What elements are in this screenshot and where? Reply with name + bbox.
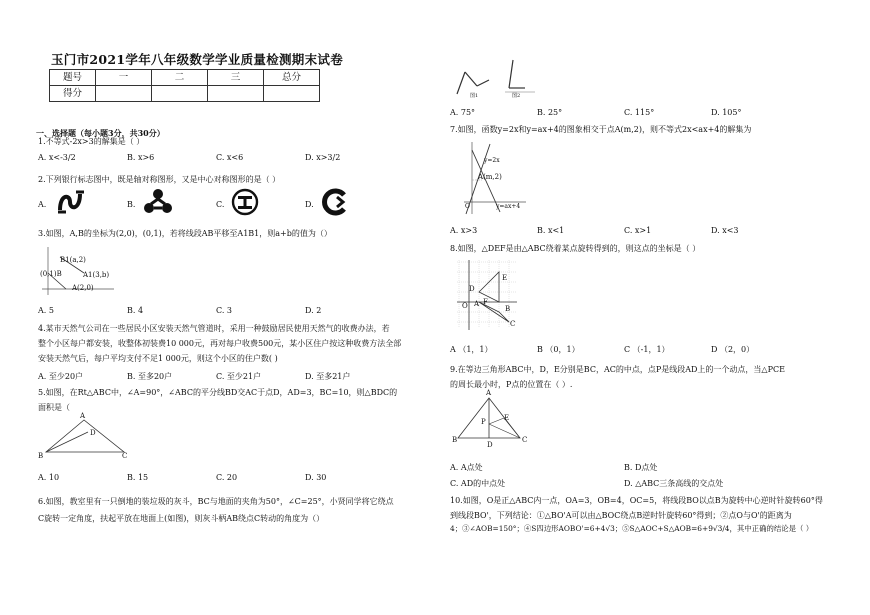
q5-option-b: B. 15	[127, 473, 149, 482]
question-10-line-2: 到线段BO'，下列结论：①△BO'A可以由△BOC绕点B逆时针旋转60°得到；②点O与O'的距离为	[450, 511, 792, 520]
q8-label-b: B	[505, 305, 511, 313]
q2-option-b: B.	[127, 200, 136, 209]
q9-figure	[456, 396, 522, 442]
q8-option-a: A （1，1）	[450, 345, 493, 354]
score-table-row	[50, 86, 320, 102]
q6-fig2-label: 图2	[512, 93, 521, 99]
q7-option-d: D. x<3	[711, 226, 739, 235]
q3-option-b: B. 4	[127, 306, 144, 315]
score-header-cell: 题号	[50, 70, 96, 86]
score-row-label: 得分	[50, 86, 96, 102]
q9-label-e: E	[504, 414, 510, 422]
q6-option-a: A. 75°	[450, 108, 476, 117]
q2-option-d: D.	[305, 200, 314, 209]
q7-label-o: O	[465, 203, 470, 210]
q8-option-c: C （-1，1）	[624, 345, 670, 354]
q5-option-d: D. 30	[305, 473, 327, 482]
question-10-line-1: 10.如图，O是正△ABC内一点，OA=3，OB=4，OC=5，将线段BO以点B为旋转中心逆时针旋转60°得	[450, 496, 823, 505]
score-header-cell: 一	[96, 70, 152, 86]
question-4-line-3: 安装天然气后，每户平均支付不足1 000元，则这个小区的住户数( )	[38, 354, 278, 363]
q7-label-a: A(m,2)	[478, 173, 502, 181]
q3-label-a1: A1(3,b)	[83, 271, 110, 279]
q9-option-b: B. D点处	[624, 463, 658, 472]
q5-label-a: A	[80, 412, 86, 420]
section-heading: 一、选择题（每小题3分，共30分）	[36, 128, 165, 138]
q8-label-d: D	[469, 285, 475, 293]
score-table-header-row	[50, 70, 320, 86]
q4-option-b: B. 至多20户	[127, 372, 173, 381]
q9-label-c: C	[522, 436, 528, 444]
bank-logo-d-icon	[321, 188, 349, 216]
score-header-cell: 三	[208, 70, 264, 86]
q7-option-a: A. x>3	[450, 226, 478, 235]
q3-option-a: A. 5	[38, 306, 54, 315]
q3-label-b: (0,1)B	[40, 270, 62, 278]
q1-option-d: D. x>3/2	[305, 153, 341, 162]
q9-label-a: A	[486, 389, 492, 397]
question-9-line-2: 的周长最小时，P点的位置在（ ）.	[450, 380, 573, 389]
q8-label-c: C	[510, 320, 516, 328]
q6-figure	[455, 58, 545, 98]
q6-option-d: D. 105°	[711, 108, 742, 117]
bank-logo-c-icon	[231, 188, 259, 216]
q2-option-c: C.	[216, 200, 225, 209]
q9-option-a: A. A点处	[450, 463, 483, 472]
question-4-line-1: 4.某市天然气公司在一些居民小区安装天然气管道时，采用一种鼓励居民使用天然气的收费办法，若	[38, 324, 390, 333]
q3-label-a: A(2,0)	[72, 284, 94, 292]
score-cell[interactable]	[96, 86, 152, 102]
q8-label-f: F	[483, 298, 488, 306]
question-9-line-1: 9.在等边三角形ABC中，D，E分别是BC，AC的中点，点P是线段AD上的一个动点，当△PCE	[450, 365, 785, 374]
q5-label-c: C	[122, 452, 128, 460]
question-5-line-1: 5.如图，在Rt△ABC中，∠A=90°，∠ABC的平分线BD交AC于点D，AD=3，BC=10，则△BDC的	[38, 388, 398, 397]
q5-label-d: D	[90, 429, 96, 437]
q4-option-a: A. 至少20户	[38, 372, 84, 381]
score-cell[interactable]	[264, 86, 320, 102]
question-10-line-3: 4；③∠AOB=150°；④S四边形AOBO'=6+4√3；⑤S△AOC+S△AOB=6+9√3/4，其中正确的结论是（ ）	[450, 524, 814, 533]
bank-logo-b-icon	[142, 188, 174, 216]
q5-figure	[40, 418, 130, 458]
question-5-line-2: 面积是（	[38, 403, 70, 412]
question-6-line-1: 6.如图，教室里有一只倒地的装垃圾的灰斗，BC与地面的夹角为50°，∠C=25°，小贤同学将它绕点	[38, 497, 394, 506]
q2-option-a: A.	[38, 200, 47, 209]
question-2-stem: 2.下列银行标志图中，既是轴对称图形，又是中心对称图形的是（ ）	[38, 175, 281, 184]
q7-label-line2: y=ax+4	[496, 203, 521, 210]
question-1-stem: 1.不等式-2x>3的解集是（ ）	[38, 137, 145, 146]
q5-label-b: B	[38, 452, 44, 460]
q9-label-d: D	[487, 441, 493, 449]
question-6-line-2: C旋转一定角度，扶起平放在地面上(如图)，则灰斗柄AB绕点C转动的角度为（）	[38, 514, 325, 523]
q3-option-d: D. 2	[305, 306, 322, 315]
question-7-stem: 7.如图，函数y=2x和y=ax+4的图象相交于点A(m,2)，则不等式2x<ax+4的解集为	[450, 125, 752, 134]
q7-option-b: B. x<1	[537, 226, 565, 235]
q4-option-d: D. 至多21户	[305, 372, 351, 381]
q5-option-a: A. 10	[38, 473, 60, 482]
q3-label-b1: B1(a,2)	[60, 256, 86, 264]
score-cell[interactable]	[152, 86, 208, 102]
q5-option-c: C. 20	[216, 473, 238, 482]
q3-option-c: C. 3	[216, 306, 233, 315]
q9-option-d: D. △ABC三条高线的交点处	[624, 479, 724, 488]
q1-option-a: A. x<-3/2	[38, 153, 76, 162]
q7-label-line1: y=2x	[484, 157, 500, 164]
q4-option-c: C. 至少21户	[216, 372, 262, 381]
q8-label-o: O	[462, 302, 468, 310]
q9-label-p: P	[481, 418, 486, 426]
q6-option-b: B. 25°	[537, 108, 563, 117]
q1-option-c: C. x<6	[216, 153, 244, 162]
bank-logo-a-icon	[56, 190, 86, 216]
q6-option-c: C. 115°	[624, 108, 655, 117]
q8-option-b: B （0，1）	[537, 345, 580, 354]
exam-title: 玉门市2021学年八年级数学学业质量检测期末试卷	[51, 52, 343, 67]
q8-label-a: A	[474, 300, 480, 308]
question-4-line-2: 整个小区每户都安装，收整体初装费10 000元，再对每户收费500元，某小区住户按这种收费方法全部	[38, 339, 402, 348]
question-3-stem: 3.如图，A,B的坐标为(2,0)，(0,1)，若将线段AB平移至A1B1，则a+b的值为（）	[38, 229, 332, 238]
score-cell[interactable]	[208, 86, 264, 102]
q8-option-d: D （2，0）	[711, 345, 755, 354]
score-table	[49, 69, 320, 102]
question-8-stem: 8.如图，△DEF是由△ABC绕着某点旋转得到的，则这点的坐标是（ ）	[450, 244, 701, 253]
score-header-cell: 总分	[264, 70, 320, 86]
q9-label-b: B	[452, 436, 458, 444]
q8-label-e: E	[502, 274, 508, 282]
q7-option-c: C. x>1	[624, 226, 652, 235]
score-header-cell: 二	[152, 70, 208, 86]
q1-option-b: B. x>6	[127, 153, 155, 162]
q9-option-c: C. AD的中点处	[450, 479, 506, 488]
q6-fig1-label: 图1	[470, 93, 479, 99]
